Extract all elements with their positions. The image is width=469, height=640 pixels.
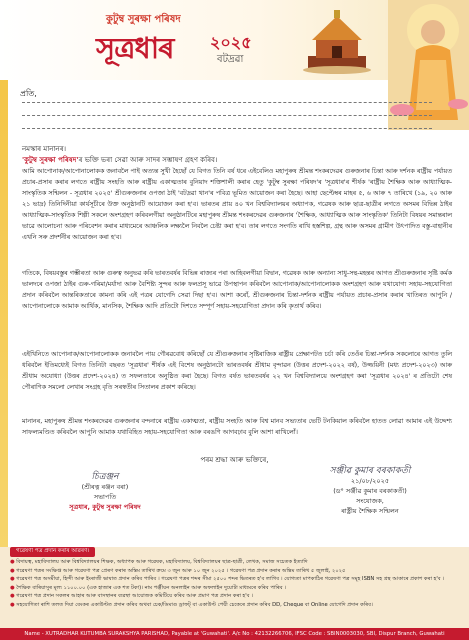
footer-item: ● গৱেষণা পত্ৰ অসমীয়া, হিন্দী আৰু ইংৰাজী ভাষাত প্ৰদান কৰিব পাৰিব । গৱেষণা পত্ৰৰ শব্দৰ সীমা ২৫০০ শব্দৰ ভিতৰত হ'ব লাগিব । যোগ্যতা মাপকাঠিৰ গৱেষণা পত্ৰ সমূহ ISBN সহ গ্ৰন্থ আকাৰে প্ৰকাশ কৰা হ'ব । — [10, 575, 460, 584]
signature-convener — [285, 466, 455, 516]
paragraph-1: আমি আপোনাক/আপোনালোকক জনাবলৈ পাই অত্যন্ত সুখী হৈছোঁ যে বিগত তিনি বৰ্ষ ধৰে এইবেলিও মহাপুৰুষ শ্ৰীমন্ত শংকৰদেৱৰ গুৰুজনাৰ চিন্তা আৰু দৰ্শনক ৰাষ্ট্ৰীয় পৰ্যায়ত প্ৰচাৰ-প্ৰসাৰ কৰাৰ লগতে ৰাষ্ট্ৰীয় সংহতি আৰু ৰাষ্ট্ৰীয় একাত্মতাৰ বুনিয়াদ শক্তিশালী কৰাৰ হেতু 'কুটুম্ব সুৰক্ষা পৰিষদ'ৰ 'সূত্ৰধাৰ'ৰ শীৰ্ষক 'ৰাষ্ট্ৰীয় শৈক্ষিক আৰু আধ্যাত্মিক-সাংস্কৃতিক সন্মিলন - সূত্ৰধাৰ ২০২৫' শ্ৰীগুৰুজনাৰ ওপজা ঠাই 'বটদ্ৰৱা থান'ৰ পবিত্ৰ ভূমিত আয়োজন কৰা হৈছে। আহা ছেপ্টেম্বৰ মাহৰ ৫, ৬ আৰু ৭ তাৰিখে (১৯, ২০ আৰু ২১ ভাদ্ৰ) তিনিদিনীয়া কাৰ্যসূচীৰে উক্ত অনুষ্ঠানটি আয়োজন কৰা হ'ব। ভাৰতৰ প্ৰায় ৪০ খন বিশ্ববিদ্যালয়ৰ অধ্যাপক, গৱেষক আৰু ছাত্ৰ-ছাত্ৰীৰ লগতে অসমৰ বিভিন্ন ঠাইৰ আধ্যাত্মিক-সাংস্কৃতিক শিল্পী সকলে অংশগ্ৰহণ কৰিবলগীয়া অনুষ্ঠানটিৰে মহাপুৰুষ শ্ৰীমন্ত শংকৰদেৱৰ গুৰুজনাৰ 'শৈক্ষিক, আধ্যাত্মিক আৰু সাংস্কৃতিক' তিনিটা বিষয়ৰ সমান্তৰাল ভাৱে আলোচনা আৰু পৰিবেশন কৰাৰ মাধ্যমেৰে আঞ্চলিক লক্ষ্যলৈ নিবলৈ চেষ্টা কৰা হ'ব। তাৰ লগতে সংগতি ৰাখি হস্তশিল্প, গ্ৰন্থ আৰু অসমৰ গ্ৰামীণ উৎপাদিত বস্তু-বাহানীৰ এখনি সৰু প্ৰদৰ্শনীৰ আয়োজন কৰা হ'ব। — [22, 168, 452, 241]
recipient-label: প্ৰতি, — [20, 89, 37, 98]
footer-note: ● সহযোগিতা ৰাশি তলত দিয়া বেংকৰ একাউণ্টত প্ৰদান কৰিব অথবা চেক/ডিমাণ্ড ড্ৰাফট্‌ বা একাউণ্ট পেয়ী চেকেৰে প্ৰদান কৰিব DD, Cheque বা Online যোগেদি প্ৰদান কৰিব। — [10, 601, 460, 610]
signature-president — [30, 472, 180, 512]
decorative-stripe — [0, 0, 8, 640]
signature-scribble: সঞ্জীৱ কুমাৰ বৰকাকতী — [329, 466, 411, 476]
greeting: নমস্কাৰ মানানৰ। — [22, 145, 67, 153]
event-title: সূত্ৰধাৰ — [96, 31, 174, 65]
signatory-name: (শ্ৰীৰত্ন ৰঞ্জন বৰা) — [81, 483, 129, 491]
signatory-org: ৰাষ্ট্ৰীয় শৈক্ষিক সন্মিলন — [341, 507, 399, 515]
temple-illustration — [302, 8, 372, 74]
event-year: ২০২৫ — [210, 33, 252, 52]
signature-date: ২১/০৮/২০২৫ — [350, 477, 390, 485]
paragraph-4: মানানৰ, মহাপুৰুষ শ্ৰীমন্ত শংকৰদেৱৰ গুৰুজনাৰ বন্দনাৰে ৰাষ্ট্ৰীয় একাত্মতা, ৰাষ্ট্ৰীয় সংহতি আৰু বিশ্ব মানব সভ্যতাৰ ভেটি টনকিয়াল কৰিবলৈ হাতত লোৱা আমাৰ এই উদ্দেশ্য সাফল্যমণ্ডিত কৰিবলৈ আপুনি আমাক যথাবিহিত সহায়-সহযোগিতা আৰু বৰঙণি আগবঢ়াব বুলি আশা ৰাখিলোঁ। — [22, 418, 452, 436]
salutation-text: ৰ ভক্তি ভৰা সেৱা আৰু সাদৰ সম্ভাষণ গ্ৰহণ কৰিব। — [78, 156, 218, 164]
address-line — [22, 102, 432, 103]
letterhead — [0, 0, 469, 80]
footer-title: গৱেষণা পত্ৰ প্ৰদান কৰাৰ আৱৰণ। — [10, 547, 95, 557]
bank-details: Name - XUTRADHAR KUTUMBA SURAKSHYA PARISHAD, Payable at 'Guwahati'. A/c No : 42132266706, IFSC Code : SBIN0003030, SBI, Dispur Branch, Guwahati — [0, 628, 469, 640]
org-highlight: 'কুটুম্ব সুৰক্ষা পৰিষদ' — [22, 156, 79, 164]
signatory-org: সূত্ৰধাৰ, কুটুম্ব সুৰক্ষা পৰিষদ — [69, 503, 141, 511]
footer-item: ● গৱেষণা পত্ৰ প্ৰদান সকলৰ আহাৰ আৰু বাসস্থানৰ ব্যৱস্থা আয়োজক কমিটিয়ে কৰিব আৰু প্ৰমাণ পত্ৰ প্ৰদান কৰা হ'ব । — [10, 592, 460, 601]
footer-list — [10, 558, 460, 609]
paragraph-2: গতিকে, বিষয়বস্তুৰ গম্ভীৰতা আৰু গুৰুত্ব অনুভৱ কৰি ভাৰতবৰ্ষৰ বিভিন্ন ৰাজ্যৰ পৰা আহিবলগীয়া বিদ্বান, গৱেষক আৰু অন্যান্য সাধু-সন্থ-মহন্তৰ আগত শ্ৰীগুৰুজনাৰ সৃষ্টি কৰ্মক ভালদৰে ওপজা ঠাইৰ গুৰু-গৰিমা/মৰ্যাদা আৰু বৈশিষ্ট্য সুন্দৰ আৰু ফলপ্ৰসূ ভাৱে উপস্থাপন কৰিবলৈ আপোনাক/আপোনালোকক অংশগ্ৰহণ আৰু যথাযোগ্য সহায়-সহযোগিতা প্ৰদান কৰিবলৈ আন্তৰিকতাৰে কামনা কৰি এই পত্ৰৰ যোগেদি সেৱা দিছা হ'ব। আশা কৰোঁ, শ্ৰীগুৰুজনাৰ চিন্তা-দৰ্শনক ৰাষ্ট্ৰীয় পৰ্যায়ত প্ৰচাৰ-প্ৰসাৰ কৰাৰ খাতিৰত আপুনি /আপোনালোকে আমাক আৰ্থিক, মানসিক, শৈক্ষিক আদি প্ৰতিটো দিশতে সম্পূৰ্ণ সহায়-সহযোগিতা প্ৰদান কৰি কৃতাৰ্থ কৰিব। — [22, 270, 452, 310]
footer-item: ● বিদায়ত্ব, মহাবিদ্যালয় আৰু বিশ্ববিদ্যালয়ৰ শিক্ষক, অধ্যাপক আৰু গৱেষক, মহাবিদ্যালয়, বিশ্ববিদ্যালয়ৰ ছাত্ৰ-ছাত্ৰী, লেখক, সমাজ সচেতক ইত্যাদি — [10, 558, 460, 567]
footer-item: ● গৱেষণা পত্ৰৰ সংক্ষিপ্ত আৰু গৱেষণা পত্ৰ প্ৰেৰণ কৰাৰ অন্তিম তাৰিখ ক্ৰমে ৩ জুন আৰু ১০ জুন ২০২৫ । গৱেষণা পত্ৰ প্ৰদান কৰাৰ অন্তিম তাৰিখ ৫ জুলাই, ২০২৫ — [10, 567, 460, 576]
closing-line: পৰম শ্ৰদ্ধা আৰু ভক্তিৰে, — [200, 456, 269, 464]
org-name: কুটুম্ব সুৰক্ষা পৰিষদ — [106, 14, 181, 25]
paragraph-3: এইখিনিতে আপোনাক/আপোনালোকক জনাবলৈ পায় গৌৰৱবোধ কৰিছোঁ যে শ্ৰীগুৰুজনাৰ সৃষ্টিৰাজিক ৰাষ্ট্ৰীয় প্ৰেক্ষাপটত চৰ্চা কৰি তেওঁৰ চিন্তা-দৰ্শনক সকলোৰে আগত তুলি ধৰিবলৈ ইতিমধ্যেই বিগত তিনিটা বছৰত 'সূত্ৰধাৰ' শীৰ্ষক এই বিশেষ অনুষ্ঠানটো ভাৰতবৰ্ষৰ শ্ৰীধাম বৃন্দাৱন (উত্তৰ প্ৰদেশ-২০২২ বৰ্ষ), উজ্জয়িনী (মধ্য প্ৰদেশ-২০২৩) আৰু শ্ৰীধাম অযোধ্যা (উত্তৰ প্ৰদেশ-২০২৪) ত সফলতাৰে অনুষ্ঠিত কৰা হৈছে। বিগত বৰ্ষত ভাৰতবৰ্ষৰ ২২ খন বিশ্ববিদ্যালয়ে অংশগ্ৰহণ কৰা 'সূত্ৰধাৰ ২০২৪' ৰ প্ৰতিটো শেষ পৌৰাণিক সমলো লেখাৰ সংগ্ৰহ বৃতি সৰস্বতীৰ সিতালৰ প্ৰকাশ কৰিছে। — [22, 351, 452, 391]
signatory-role: সংযোজক, — [356, 497, 384, 505]
salutation-line — [22, 154, 217, 166]
address-line — [22, 128, 432, 129]
address-line — [22, 115, 432, 116]
footer-item: ● শৈক্ষিক বাৰিয়াসুৰ মূল্য ১১০০.০০ (এক হাজাৰ এক শত টকা)। নাম পঞ্জীয়ন অনলাইন আৰু অফলাইন দুয়োটা মাধ্যমৰে কৰিব পাৰিব । — [10, 584, 460, 593]
event-venue: বটদ্ৰৱা — [217, 54, 244, 65]
signatory-name: (ড° সঞ্জীৱ কুমাৰ বৰকাকতী) — [333, 487, 407, 495]
signatory-role: সভাপতি — [93, 493, 117, 501]
signature-scribble: চিত্ৰঞ্জন — [91, 472, 119, 482]
sage-illustration — [388, 0, 469, 130]
